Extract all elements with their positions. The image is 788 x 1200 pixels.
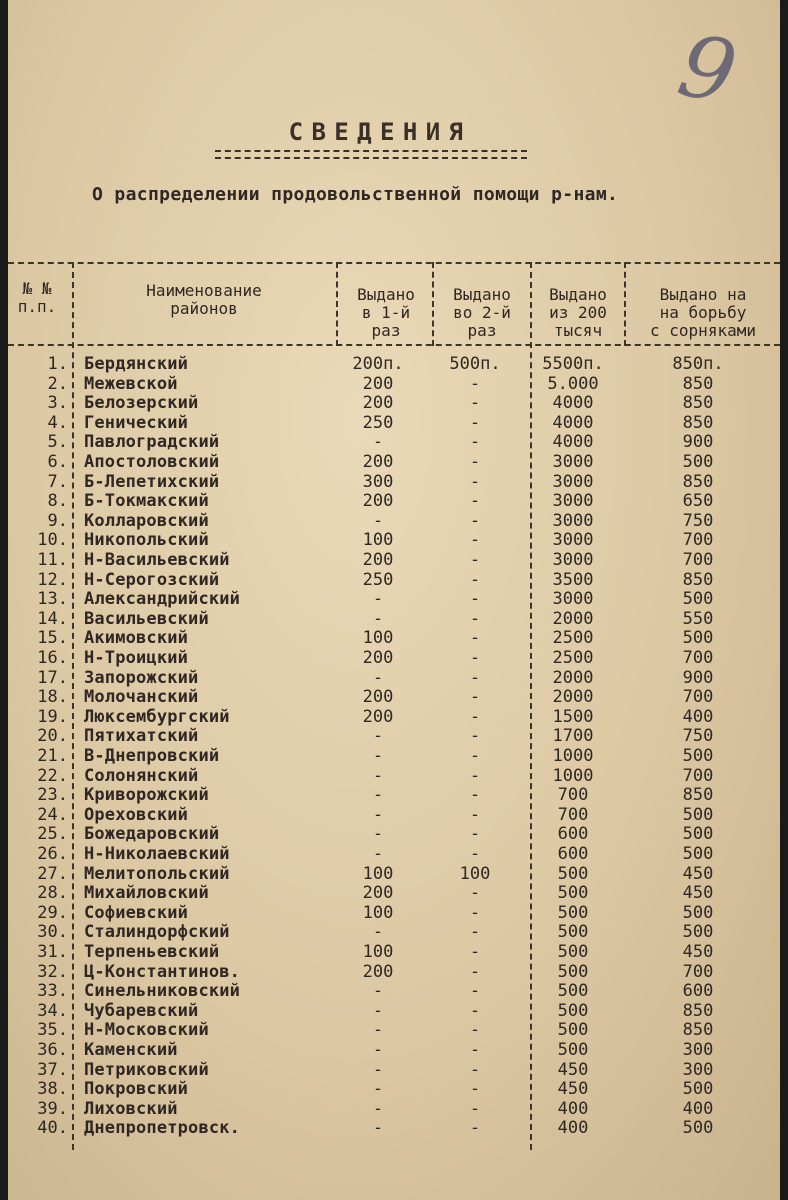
- district-name: Криворожский: [84, 785, 209, 806]
- second-issue-value: -: [469, 510, 481, 531]
- weed-control-value: 300: [682, 1059, 714, 1080]
- first-issue-value: 200: [362, 393, 394, 414]
- column-divider: [336, 262, 338, 346]
- from-200-thousand-value: 450: [557, 1079, 589, 1100]
- table-row: [8, 864, 780, 884]
- weed-control-value: 900: [682, 432, 714, 453]
- first-issue-value: -: [372, 1098, 384, 1119]
- second-issue-value: -: [469, 824, 481, 845]
- district-name: Лиховский: [84, 1098, 178, 1119]
- weed-control-value: 500: [682, 844, 714, 864]
- row-number: 3.: [47, 393, 68, 414]
- from-200-thousand-value: 5.000: [547, 373, 599, 394]
- weed-control-value: 600: [682, 981, 714, 1002]
- first-issue-value: 100: [362, 902, 394, 923]
- first-issue-value: 200: [362, 687, 394, 708]
- table-row: [8, 550, 780, 570]
- second-issue-value: -: [469, 569, 481, 590]
- row-number: 10.: [37, 530, 68, 551]
- weed-control-value: 450: [682, 883, 714, 904]
- row-number: 18.: [37, 687, 68, 708]
- from-200-thousand-value: 1500: [552, 706, 594, 727]
- from-200-thousand-value: 500: [557, 883, 589, 904]
- document-subtitle: О распределении продовольственной помощи р-нам.: [92, 184, 619, 205]
- second-issue-value: -: [469, 1098, 481, 1119]
- first-issue-value: -: [372, 589, 384, 610]
- table-row: [8, 707, 780, 727]
- row-number: 36.: [37, 1040, 68, 1060]
- district-name: Колларовский: [84, 510, 209, 531]
- first-issue-value: -: [372, 667, 384, 688]
- table-row: [8, 589, 780, 609]
- weed-control-value: 500: [682, 1079, 714, 1100]
- row-number: 2.: [47, 373, 68, 394]
- row-number: 16.: [37, 648, 68, 668]
- table-row: [8, 726, 780, 746]
- first-issue-value: -: [372, 785, 384, 806]
- first-issue-value: 100: [362, 530, 394, 551]
- table-row: [8, 922, 780, 942]
- district-name: Ореховский: [84, 804, 189, 825]
- header-second-issue: Выдано во 2-й раз: [453, 285, 511, 340]
- district-name: Днепропетровск.: [84, 1118, 241, 1139]
- from-200-thousand-value: 3000: [552, 550, 594, 570]
- row-number: 37.: [37, 1059, 68, 1080]
- weed-control-value: 700: [682, 765, 714, 786]
- second-issue-value: -: [469, 942, 481, 962]
- from-200-thousand-value: 3000: [552, 471, 594, 492]
- from-200-thousand-value: 500: [557, 961, 589, 982]
- table-row: [8, 1001, 780, 1021]
- weed-control-value: 700: [682, 550, 714, 570]
- table-row: [8, 472, 780, 492]
- from-200-thousand-value: 600: [557, 844, 589, 864]
- district-name: Н-Московский: [84, 1020, 209, 1041]
- district-name: Александрийский: [84, 589, 241, 610]
- second-issue-value: -: [469, 883, 481, 904]
- row-number: 11.: [37, 550, 68, 570]
- district-name: Бердянский: [84, 354, 189, 374]
- column-divider: [624, 262, 626, 346]
- first-issue-value: 250: [362, 412, 394, 433]
- table-row: [8, 609, 780, 629]
- table-row: [8, 962, 780, 982]
- table-row: [8, 1040, 780, 1060]
- weed-control-value: 850: [682, 1000, 714, 1021]
- table-row: [8, 981, 780, 1001]
- from-200-thousand-value: 1000: [552, 765, 594, 786]
- first-issue-value: -: [372, 765, 384, 786]
- row-number: 6.: [47, 452, 68, 472]
- second-issue-value: -: [469, 491, 481, 512]
- first-issue-value: -: [372, 1040, 384, 1060]
- table-row: [8, 785, 780, 805]
- weed-control-value: 700: [682, 648, 714, 668]
- weed-control-value: 850: [682, 1020, 714, 1041]
- district-name: Софиевский: [84, 902, 189, 923]
- first-issue-value: 200: [362, 961, 394, 982]
- from-200-thousand-value: 400: [557, 1118, 589, 1139]
- header-from-200-thousand: Выдано из 200 тысяч: [549, 285, 607, 340]
- table-row: [8, 903, 780, 923]
- table-row: [8, 942, 780, 962]
- table-row: [8, 883, 780, 903]
- second-issue-value: -: [469, 412, 481, 433]
- second-issue-value: -: [469, 452, 481, 472]
- district-name: Запорожский: [84, 667, 199, 688]
- table-row: [8, 746, 780, 766]
- first-issue-value: 100: [362, 628, 394, 649]
- title-underline: [215, 150, 527, 152]
- district-name: Люксембургский: [84, 706, 230, 727]
- table-row: [8, 824, 780, 844]
- second-issue-value: -: [469, 1079, 481, 1100]
- district-name: Н-Васильевский: [84, 550, 230, 570]
- row-number: 1.: [47, 354, 68, 374]
- from-200-thousand-value: 500: [557, 981, 589, 1002]
- second-issue-value: -: [469, 902, 481, 923]
- from-200-thousand-value: 2000: [552, 687, 594, 708]
- first-issue-value: -: [372, 1118, 384, 1139]
- weed-control-value: 850: [682, 393, 714, 414]
- row-number: 19.: [37, 706, 68, 727]
- row-number: 35.: [37, 1020, 68, 1041]
- district-name: Павлоградский: [84, 432, 220, 453]
- district-name: Васильевский: [84, 608, 209, 629]
- row-number: 14.: [37, 608, 68, 629]
- first-issue-value: -: [372, 432, 384, 453]
- weed-control-value: 700: [682, 961, 714, 982]
- row-number: 29.: [37, 902, 68, 923]
- row-number: 25.: [37, 824, 68, 845]
- weed-control-value: 850: [682, 785, 714, 806]
- from-200-thousand-value: 450: [557, 1059, 589, 1080]
- weed-control-value: 500: [682, 824, 714, 845]
- header-weed-control: Выдано на на борьбу с сорняками: [650, 285, 756, 340]
- second-issue-value: -: [469, 961, 481, 982]
- weed-control-value: 400: [682, 1098, 714, 1119]
- archival-document-page: [8, 0, 780, 1200]
- second-issue-value: -: [469, 550, 481, 570]
- first-issue-value: 200: [362, 550, 394, 570]
- second-issue-value: 500п.: [449, 354, 501, 374]
- second-issue-value: -: [469, 1000, 481, 1021]
- table-row: [8, 805, 780, 825]
- second-issue-value: -: [469, 1118, 481, 1139]
- second-issue-value: -: [469, 471, 481, 492]
- second-issue-value: -: [469, 589, 481, 610]
- first-issue-value: -: [372, 1000, 384, 1021]
- from-200-thousand-value: 700: [557, 785, 589, 806]
- table-row: [8, 668, 780, 688]
- weed-control-value: 750: [682, 510, 714, 531]
- district-name: Божедаровский: [84, 824, 220, 845]
- from-200-thousand-value: 3500: [552, 569, 594, 590]
- weed-control-value: 500: [682, 589, 714, 610]
- district-name: Н-Троицкий: [84, 648, 189, 668]
- weed-control-value: 650: [682, 491, 714, 512]
- from-200-thousand-value: 4000: [552, 412, 594, 433]
- first-issue-value: -: [372, 981, 384, 1002]
- from-200-thousand-value: 3000: [552, 452, 594, 472]
- district-name: Каменский: [84, 1040, 178, 1060]
- from-200-thousand-value: 500: [557, 942, 589, 962]
- first-issue-value: -: [372, 510, 384, 531]
- first-issue-value: 100: [362, 863, 394, 884]
- weed-control-value: 850п.: [672, 354, 724, 374]
- row-number: 12.: [37, 569, 68, 590]
- weed-control-value: 700: [682, 687, 714, 708]
- weed-control-value: 500: [682, 452, 714, 472]
- table-row: [8, 354, 780, 374]
- table-row: [8, 491, 780, 511]
- second-issue-value: -: [469, 804, 481, 825]
- from-200-thousand-value: 400: [557, 1098, 589, 1119]
- row-number: 27.: [37, 863, 68, 884]
- second-issue-value: -: [469, 667, 481, 688]
- district-name: Б-Лепетихский: [84, 471, 220, 492]
- row-number: 17.: [37, 667, 68, 688]
- row-number: 4.: [47, 412, 68, 433]
- district-name: Мелитопольский: [84, 863, 230, 884]
- row-number: 33.: [37, 981, 68, 1002]
- column-divider: [432, 262, 434, 346]
- second-issue-value: -: [469, 844, 481, 864]
- row-number: 28.: [37, 883, 68, 904]
- first-issue-value: -: [372, 922, 384, 943]
- row-number: 9.: [47, 510, 68, 531]
- first-issue-value: 200: [362, 706, 394, 727]
- row-number: 21.: [37, 746, 68, 766]
- row-number: 39.: [37, 1098, 68, 1119]
- district-name: Н-Серогозский: [84, 569, 220, 590]
- table-row: [8, 530, 780, 550]
- document-title: СВЕДЕНИЯ: [288, 118, 472, 146]
- district-name: Петриковский: [84, 1059, 209, 1080]
- weed-control-value: 500: [682, 922, 714, 943]
- weed-control-value: 450: [682, 942, 714, 962]
- from-200-thousand-value: 2000: [552, 608, 594, 629]
- second-issue-value: -: [469, 432, 481, 453]
- from-200-thousand-value: 500: [557, 902, 589, 923]
- district-name: Чубаревский: [84, 1000, 199, 1021]
- row-number: 32.: [37, 961, 68, 982]
- district-name: В-Днепровский: [84, 746, 220, 766]
- first-issue-value: -: [372, 746, 384, 766]
- first-issue-value: -: [372, 1020, 384, 1041]
- from-200-thousand-value: 3000: [552, 491, 594, 512]
- second-issue-value: -: [469, 608, 481, 629]
- row-number: 34.: [37, 1000, 68, 1021]
- first-issue-value: -: [372, 1059, 384, 1080]
- from-200-thousand-value: 500: [557, 1040, 589, 1060]
- first-issue-value: 200: [362, 452, 394, 472]
- second-issue-value: -: [469, 1040, 481, 1060]
- district-name: Михайловский: [84, 883, 209, 904]
- from-200-thousand-value: 3000: [552, 530, 594, 551]
- row-number: 24.: [37, 804, 68, 825]
- second-issue-value: -: [469, 393, 481, 414]
- from-200-thousand-value: 500: [557, 1000, 589, 1021]
- table-row: [8, 393, 780, 413]
- row-number: 7.: [47, 471, 68, 492]
- from-200-thousand-value: 5500п.: [542, 354, 604, 374]
- from-200-thousand-value: 700: [557, 804, 589, 825]
- second-issue-value: -: [469, 726, 481, 747]
- district-name: Молочанский: [84, 687, 199, 708]
- row-number: 22.: [37, 765, 68, 786]
- first-issue-value: 200: [362, 373, 394, 394]
- weed-control-value: 300: [682, 1040, 714, 1060]
- row-number: 23.: [37, 785, 68, 806]
- row-number: 31.: [37, 942, 68, 962]
- header-district-name: Наименование районов: [146, 281, 262, 318]
- weed-control-value: 750: [682, 726, 714, 747]
- row-number: 5.: [47, 432, 68, 453]
- district-name: Акимовский: [84, 628, 189, 649]
- table-row: [8, 452, 780, 472]
- from-200-thousand-value: 4000: [552, 432, 594, 453]
- second-issue-value: -: [469, 785, 481, 806]
- second-issue-value: -: [469, 981, 481, 1002]
- first-issue-value: 300: [362, 471, 394, 492]
- weed-control-value: 500: [682, 804, 714, 825]
- district-name: Апостоловский: [84, 452, 220, 472]
- weed-control-value: 500: [682, 746, 714, 766]
- table-row: [8, 1118, 780, 1138]
- district-name: Покровский: [84, 1079, 189, 1100]
- table-row: [8, 687, 780, 707]
- second-issue-value: -: [469, 648, 481, 668]
- row-number: 20.: [37, 726, 68, 747]
- second-issue-value: -: [469, 373, 481, 394]
- first-issue-value: 250: [362, 569, 394, 590]
- first-issue-value: -: [372, 824, 384, 845]
- row-number: 40.: [37, 1118, 68, 1139]
- weed-control-value: 400: [682, 706, 714, 727]
- district-name: Б-Токмакский: [84, 491, 209, 512]
- weed-control-value: 850: [682, 471, 714, 492]
- first-issue-value: 200: [362, 648, 394, 668]
- from-200-thousand-value: 500: [557, 922, 589, 943]
- weed-control-value: 550: [682, 608, 714, 629]
- second-issue-value: -: [469, 1020, 481, 1041]
- from-200-thousand-value: 2500: [552, 628, 594, 649]
- first-issue-value: 100: [362, 942, 394, 962]
- weed-control-value: 850: [682, 412, 714, 433]
- second-issue-value: -: [469, 628, 481, 649]
- from-200-thousand-value: 2500: [552, 648, 594, 668]
- table-row: [8, 1099, 780, 1119]
- from-200-thousand-value: 4000: [552, 393, 594, 414]
- weed-control-value: 450: [682, 863, 714, 884]
- table-row: [8, 648, 780, 668]
- district-name: Пятихатский: [84, 726, 199, 747]
- table-row: [8, 766, 780, 786]
- row-number: 30.: [37, 922, 68, 943]
- second-issue-value: -: [469, 706, 481, 727]
- district-name: Генический: [84, 412, 189, 433]
- second-issue-value: -: [469, 530, 481, 551]
- first-issue-value: -: [372, 1079, 384, 1100]
- district-name: Ц-Константинов.: [84, 961, 241, 982]
- table-top-rule: [8, 262, 780, 264]
- from-200-thousand-value: 500: [557, 1020, 589, 1041]
- row-number: 13.: [37, 589, 68, 610]
- district-name: Терпеньевский: [84, 942, 220, 962]
- first-issue-value: -: [372, 608, 384, 629]
- district-name: Межевской: [84, 373, 178, 394]
- table-row: [8, 1079, 780, 1099]
- first-issue-value: -: [372, 726, 384, 747]
- table-row: [8, 844, 780, 864]
- from-200-thousand-value: 3000: [552, 589, 594, 610]
- row-number: 8.: [47, 491, 68, 512]
- from-200-thousand-value: 3000: [552, 510, 594, 531]
- second-issue-value: -: [469, 922, 481, 943]
- first-issue-value: 200: [362, 491, 394, 512]
- header-first-issue: Выдано в 1-й раз: [357, 285, 415, 340]
- weed-control-value: 500: [682, 902, 714, 923]
- district-name: Синельниковский: [84, 981, 241, 1002]
- row-number: 26.: [37, 844, 68, 864]
- first-issue-value: 200п.: [352, 354, 404, 374]
- from-200-thousand-value: 500: [557, 863, 589, 884]
- table-row: [8, 1020, 780, 1040]
- table-row: [8, 570, 780, 590]
- handwritten-page-number: 9: [670, 15, 745, 125]
- row-number: 38.: [37, 1079, 68, 1100]
- from-200-thousand-value: 600: [557, 824, 589, 845]
- from-200-thousand-value: 1000: [552, 746, 594, 766]
- from-200-thousand-value: 1700: [552, 726, 594, 747]
- table-row: [8, 432, 780, 452]
- table-header-rule: [8, 344, 780, 346]
- table-row: [8, 1060, 780, 1080]
- second-issue-value: -: [469, 1059, 481, 1080]
- weed-control-value: 850: [682, 373, 714, 394]
- second-issue-value: 100: [459, 863, 491, 884]
- first-issue-value: -: [372, 804, 384, 825]
- first-issue-value: 200: [362, 883, 394, 904]
- weed-control-value: 700: [682, 530, 714, 551]
- from-200-thousand-value: 2000: [552, 667, 594, 688]
- header-number: № № п.п.: [17, 279, 57, 316]
- district-name: Н-Николаевский: [84, 844, 230, 864]
- district-name: Никопольский: [84, 530, 209, 551]
- second-issue-value: -: [469, 765, 481, 786]
- district-name: Сталиндорфский: [84, 922, 230, 943]
- second-issue-value: -: [469, 687, 481, 708]
- district-name: Солонянский: [84, 765, 199, 786]
- second-issue-value: -: [469, 746, 481, 766]
- weed-control-value: 500: [682, 1118, 714, 1139]
- table-row: [8, 628, 780, 648]
- weed-control-value: 900: [682, 667, 714, 688]
- first-issue-value: -: [372, 844, 384, 864]
- table-row: [8, 413, 780, 433]
- title-underline-second: [215, 157, 527, 159]
- row-number: 15.: [37, 628, 68, 649]
- table-row: [8, 374, 780, 394]
- table-row: [8, 511, 780, 531]
- weed-control-value: 500: [682, 628, 714, 649]
- weed-control-value: 850: [682, 569, 714, 590]
- district-name: Белозерский: [84, 393, 199, 414]
